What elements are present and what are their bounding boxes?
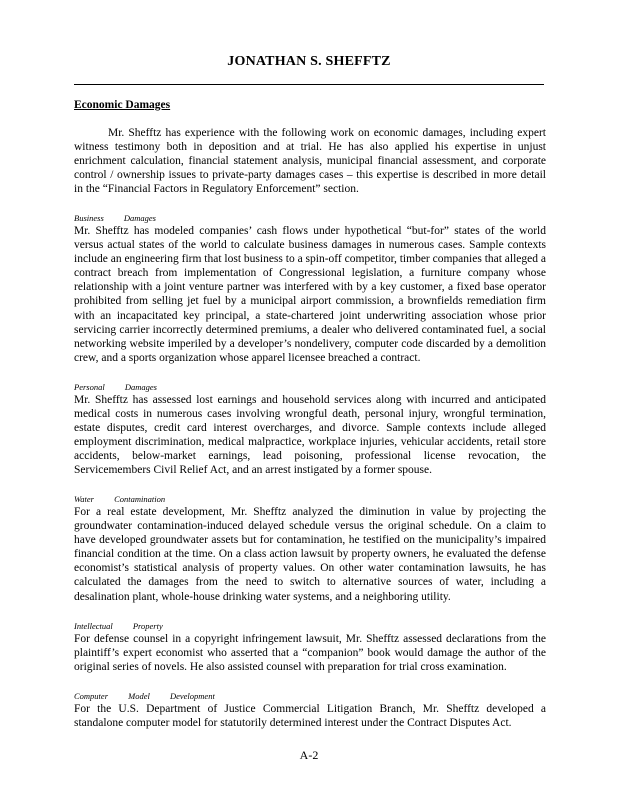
subsection-heading-water-contamination: Water Contamination: [74, 494, 166, 504]
header-rule: [74, 84, 544, 85]
section-title: Economic Damages: [74, 99, 171, 111]
subsection-body-business-damages: Mr. Shefftz has modeled companies’ cash flows under hypothetical “but-for” states of the world versus actual states of the world to calculate business damages in numerous cases. Sample contexts include an engineering firm that lost business to a spin-off competitor, timber companies that alleged a contract breach from implementation of Congressional legislation, a furniture company whose relationship with a joint venture partner was interfered with by a key customer, a fixed base operator prohibited from selling jet fuel by a municipal airport commission, a brownfields remediation firm with an incapacitated key principal, a state-chartered joint underwriting association whose prior servicing carrier incorrectly determined premiums, a dealer who delivered contaminated fuel, a social networking website imperiled by a developer’s nondelivery, computer code discarded by a demolition crew, and a sports organization whose apparel licensee breached a contract.: [74, 225, 546, 364]
subsection-heading-intellectual-property: Intellectual Property: [74, 621, 163, 631]
subsection-body-intellectual-property: For defense counsel in a copyright infringement lawsuit, Mr. Shefftz assessed declarations from the plaintiff’s expert economist who asserted that a “companion” book would damage the author of the original series of novels. He also assisted counsel with preparation for trial cross examination.: [74, 633, 546, 674]
subsection-heading-personal-damages: Personal Damages: [74, 382, 157, 392]
subsection-body-water-contamination: For a real estate development, Mr. Shefftz analyzed the diminution in value by projecting the groundwater contamination-induced delayed schedule versus the original schedule. On a claim to have developed groundwater assets but for contamination, he testified on the municipality’s impaired financial condition at the time. On a class action lawsuit by property owners, he evaluated the defense economist’s statistical analysis of property values. On other water contamination lawsuits, he has calculated the damages from the need to switch to alternative sources of water, including a desalination plant, whole-house drinking water systems, and a neighboring utility.: [74, 506, 546, 603]
subsection-body-computer-model-development: For the U.S. Department of Justice Commercial Litigation Branch, Mr. Shefftz developed a standalone computer model for statutorily determined interest under the Contract Disputes Act.: [74, 703, 546, 730]
author-name: JONATHAN S. SHEFFTZ: [227, 54, 391, 69]
subsection-heading-business-damages: Business Damages: [74, 213, 156, 223]
subsection-body-personal-damages: Mr. Shefftz has assessed lost earnings and household services along with incurred and anticipated medical costs in numerous cases involving wrongful death, personal injury, wrongful termination, estate disputes, credit card interest overcharges, and divorce. Sample contexts include alleged employment discrimination, medical malpractice, workplace injuries, vehicular accidents, retail store accidents, below-market earnings, lead poisoning, professional license revocation, the Servicemembers Civil Relief Act, and an arrest instigated by a former spouse.: [74, 394, 546, 477]
page-number: A-2: [299, 748, 319, 762]
intro-paragraph: Mr. Shefftz has experience with the following work on economic damages, including expert witness testimony both in deposition and at trial. He has also applied his expertise in unjust enrichment calculation, financial statement analysis, municipal financial assessment, and corporate control / ownership issues to private-party damages cases – this expertise is described in more detail in the “Financial Factors in Regulatory Enforcement” section.: [74, 127, 546, 196]
subsection-heading-computer-model-development: Computer Model Development: [74, 691, 215, 701]
